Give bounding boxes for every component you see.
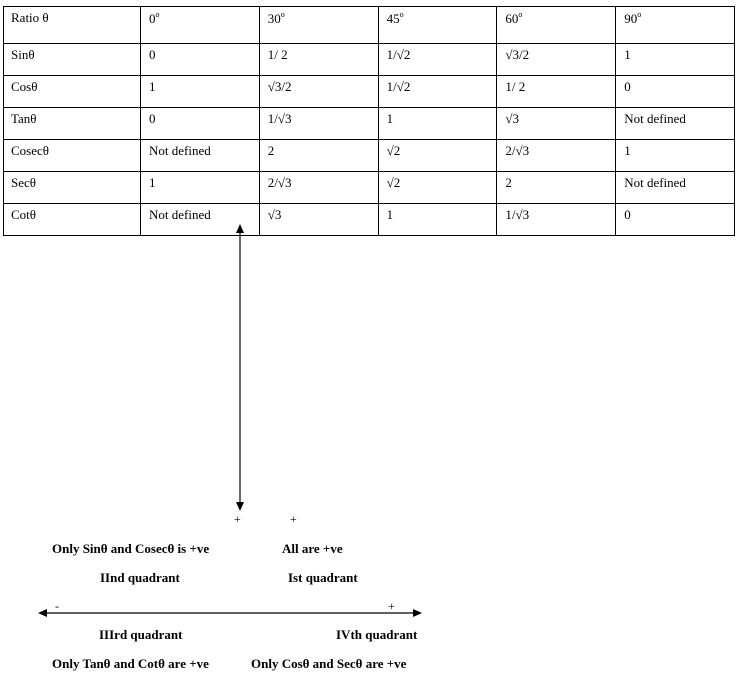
table-cell: 1 [141,76,260,108]
table-cell: 2/√3 [497,140,616,172]
table-cell: √3 [259,204,378,236]
table-cell: 1 [378,204,497,236]
quadrant-2-rule: Only Sinθ and Cosecθ is +ve [52,541,210,556]
table-cell: 1 [378,108,497,140]
degree-mark: o [155,10,160,19]
table-cell: 0 [616,204,735,236]
ratio-name-cell: Cosecθ [4,140,141,172]
table-cell: √3/2 [259,76,378,108]
vertical-axis-top-arrow [236,224,244,233]
horizontal-axis-left-arrow [38,609,47,617]
table-cell: 0 [141,44,260,76]
degree-mark: o [637,10,642,19]
table-cell: √2 [378,172,497,204]
header-angle: 30 [267,11,281,26]
degree-mark: o [518,10,523,19]
ratio-name-cell: Cosθ [4,76,141,108]
ratio-name-cell: Sinθ [4,44,141,76]
vertical-axis-bottom-arrow [236,502,244,511]
quadrant-4-name: IVth quadrant [336,627,418,642]
table-cell: 2 [259,140,378,172]
table-cell: Not defined [616,172,735,204]
quadrant-3-name: IIIrd quadrant [99,627,183,642]
header-angle: 0 [149,11,156,26]
table-cell: 1/√2 [378,44,497,76]
table-cell: 1 [141,172,260,204]
table-cell: 1/ 2 [259,44,378,76]
ratio-name-cell: Tanθ [4,108,141,140]
sign-left-axis: - [55,599,59,613]
table-cell: 1/√2 [378,76,497,108]
horizontal-axis-right-arrow [413,609,422,617]
sign-right-axis: + [388,599,395,613]
table-cell: 0 [141,108,260,140]
table-cell: 1 [616,140,735,172]
table-cell: 1/√3 [497,204,616,236]
table-cell: √3 [497,108,616,140]
degree-mark: o [399,10,404,19]
table-cell: Not defined [616,108,735,140]
table-cell: 2 [497,172,616,204]
table-cell: √2 [378,140,497,172]
quadrant-1-name: Ist quadrant [288,570,358,585]
table-cell: Not defined [141,140,260,172]
header-angle: 90 [624,11,638,26]
quadrant-1-rule: All are +ve [282,541,343,556]
header-angle: 45 [386,11,400,26]
degree-mark: o [280,10,285,19]
quadrant-2-name: IInd quadrant [100,570,180,585]
ratio-name-cell: Cotθ [4,204,141,236]
table-cell: 0 [616,76,735,108]
sign-upper-left: + [234,512,241,526]
quadrant-4-rule: Only Cosθ and Secθ are +ve [251,656,407,671]
header-label: Ratio θ [11,10,49,25]
sign-upper-right: + [290,512,297,526]
header-angle: 60 [505,11,519,26]
table-cell: √3/2 [497,44,616,76]
table-cell: 1/ 2 [497,76,616,108]
table-cell: Not defined [141,204,260,236]
table-cell: 2/√3 [259,172,378,204]
quadrant-3-rule: Only Tanθ and Cotθ are +ve [52,656,209,671]
ratio-name-cell: Secθ [4,172,141,204]
table-cell: 1/√3 [259,108,378,140]
table-cell: 1 [616,44,735,76]
